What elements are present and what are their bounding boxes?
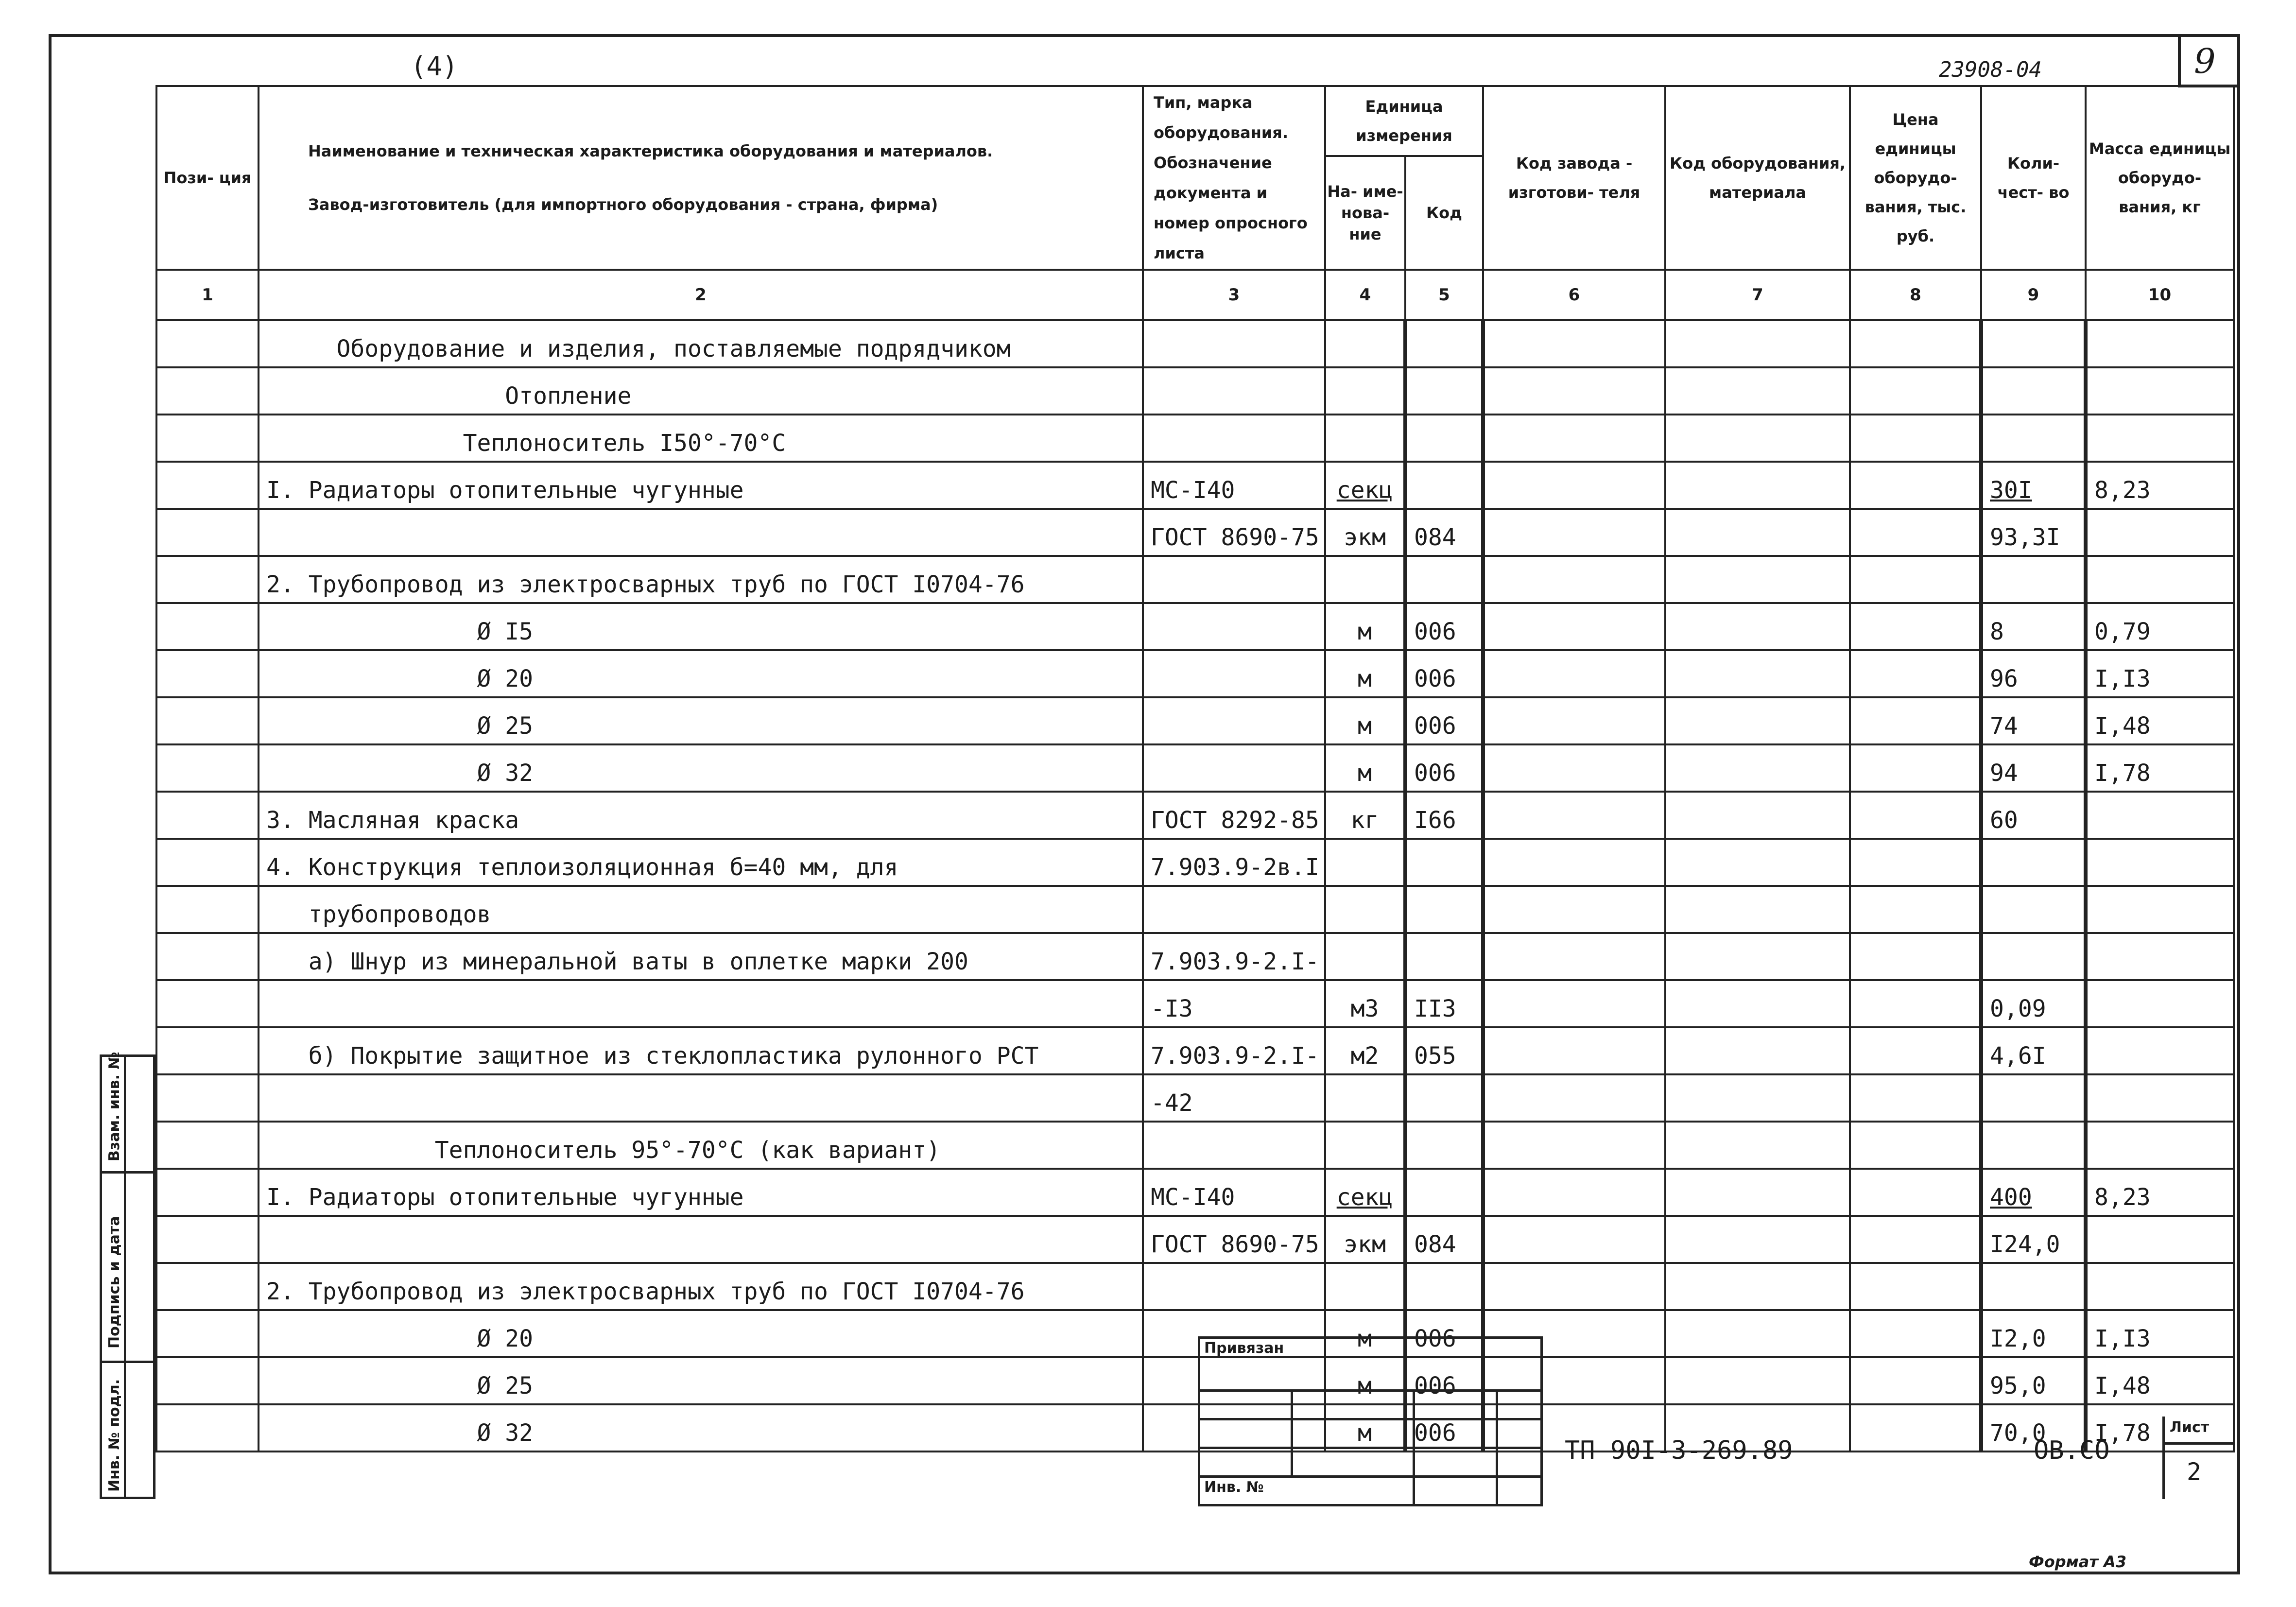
cell-equipment-code xyxy=(1665,744,1850,792)
cell-equipment-code xyxy=(1665,1169,1850,1216)
cell-price xyxy=(1850,980,1981,1027)
sheet-number: 9 xyxy=(2194,41,2216,81)
table-row xyxy=(156,556,2234,603)
cell-mass xyxy=(2086,1216,2234,1263)
cell-unit-code: 006 xyxy=(1405,650,1483,697)
cell-factory-code xyxy=(1483,1122,1665,1169)
cell-mark: ГОСТ 8690-75 xyxy=(1143,509,1325,556)
table-row xyxy=(156,886,2234,933)
header-mark: Тип, марка оборудования. Обозначение документа и номер опросного листа xyxy=(1143,86,1325,270)
cell-price xyxy=(1850,367,1981,415)
cell-unit-code xyxy=(1405,1169,1483,1216)
cell-mass xyxy=(2086,556,2234,603)
cell-quantity: 96 xyxy=(1981,650,2086,697)
cell-description: Ø 25 xyxy=(259,697,1143,744)
cell-description xyxy=(259,509,1143,556)
cell-quantity: I2,0 xyxy=(1981,1310,2086,1357)
cell-mark xyxy=(1143,744,1325,792)
header-description-line1: Наименование и техническая характеристика оборудования и материалов. xyxy=(308,142,993,160)
table-row xyxy=(156,603,2234,650)
binding-stamp xyxy=(1198,1336,1543,1506)
cell-mark: -I3 xyxy=(1143,980,1325,1027)
cell-unit-name: кг xyxy=(1325,792,1405,839)
table-row xyxy=(156,1169,2234,1216)
cell-quantity: I24,0 xyxy=(1981,1216,2086,1263)
cell-price xyxy=(1850,556,1981,603)
cell-mass xyxy=(2086,886,2234,933)
cell-position xyxy=(156,980,259,1027)
table-row xyxy=(156,839,2234,886)
cell-unit-code xyxy=(1405,320,1483,367)
cell-description: Ø 25 xyxy=(259,1357,1143,1404)
cell-price xyxy=(1850,792,1981,839)
cell-unit-code xyxy=(1405,933,1483,980)
cell-factory-code xyxy=(1483,367,1665,415)
cell-description: а) Шнур из минеральной ваты в оплетке марки 200 xyxy=(259,933,1143,980)
cell-unit-code xyxy=(1405,556,1483,603)
cell-mark xyxy=(1143,886,1325,933)
cell-description: Ø 20 xyxy=(259,1310,1143,1357)
cell-unit-code: 006 xyxy=(1405,697,1483,744)
table-row xyxy=(156,1310,2234,1357)
cell-description: 2. Трубопровод из электросварных труб по ГОСТ I0704-76 xyxy=(259,1263,1143,1310)
cell-unit-name: м xyxy=(1325,744,1405,792)
cell-equipment-code xyxy=(1665,367,1850,415)
header-price: Цена единицы оборудо- вания, тыс. руб. xyxy=(1850,86,1981,270)
table-row xyxy=(156,509,2234,556)
cell-mass xyxy=(2086,1263,2234,1310)
cell-equipment-code xyxy=(1665,1216,1850,1263)
column-number: 3 xyxy=(1143,270,1325,320)
cell-unit-code xyxy=(1405,1074,1483,1122)
cell-description xyxy=(259,1216,1143,1263)
cell-price xyxy=(1850,462,1981,509)
cell-unit-name: м2 xyxy=(1325,1027,1405,1074)
cell-unit-code xyxy=(1405,462,1483,509)
cell-price xyxy=(1850,886,1981,933)
cell-equipment-code xyxy=(1665,886,1850,933)
cell-mark: -42 xyxy=(1143,1074,1325,1122)
cell-factory-code xyxy=(1483,320,1665,367)
cell-mass: 8,23 xyxy=(2086,462,2234,509)
cell-factory-code xyxy=(1483,744,1665,792)
header-unit-group: Единица измерения xyxy=(1325,86,1483,156)
cell-price xyxy=(1850,1310,1981,1357)
cell-position xyxy=(156,462,259,509)
cell-equipment-code xyxy=(1665,697,1850,744)
cell-equipment-code xyxy=(1665,650,1850,697)
cell-mass: I,48 xyxy=(2086,697,2234,744)
cell-description xyxy=(259,1074,1143,1122)
cell-unit-name xyxy=(1325,367,1405,415)
cell-position xyxy=(156,320,259,367)
header-factory-code: Код завода - изготови- теля xyxy=(1483,86,1665,270)
cell-mass xyxy=(2086,367,2234,415)
cell-price xyxy=(1850,933,1981,980)
cell-quantity: 95,0 xyxy=(1981,1357,2086,1404)
cell-position xyxy=(156,697,259,744)
cell-factory-code xyxy=(1483,462,1665,509)
cell-unit-name xyxy=(1325,556,1405,603)
cell-quantity: 93,3I xyxy=(1981,509,2086,556)
cell-unit-name xyxy=(1325,933,1405,980)
header-unit-code: Код xyxy=(1405,156,1483,270)
cell-equipment-code xyxy=(1665,1357,1850,1404)
cell-quantity xyxy=(1981,367,2086,415)
cell-price xyxy=(1850,1027,1981,1074)
cell-mass xyxy=(2086,1027,2234,1074)
table-row xyxy=(156,462,2234,509)
cell-quantity: 70,0 xyxy=(1981,1404,2086,1451)
cell-quantity xyxy=(1981,1074,2086,1122)
column-number: 4 xyxy=(1325,270,1405,320)
cell-description: Ø 32 xyxy=(259,744,1143,792)
cell-price xyxy=(1850,1263,1981,1310)
cell-position xyxy=(156,367,259,415)
cell-equipment-code xyxy=(1665,603,1850,650)
cell-description: Ø 32 xyxy=(259,1404,1143,1451)
cell-factory-code xyxy=(1483,980,1665,1027)
cell-description: I. Радиаторы отопительные чугунные xyxy=(259,462,1143,509)
cell-unit-name xyxy=(1325,320,1405,367)
cell-mass: I,48 xyxy=(2086,1357,2234,1404)
cell-unit-code: 006 xyxy=(1405,1404,1483,1451)
cell-unit-name: экм xyxy=(1325,1216,1405,1263)
table-row xyxy=(156,1216,2234,1263)
cell-quantity: 60 xyxy=(1981,792,2086,839)
cell-factory-code xyxy=(1483,509,1665,556)
cell-mark: 7.903.9-2.I- xyxy=(1143,1027,1325,1074)
cell-mark: МС-I40 xyxy=(1143,1169,1325,1216)
cell-quantity xyxy=(1981,886,2086,933)
cell-quantity xyxy=(1981,933,2086,980)
header-description-line2: Завод-изготовитель (для импортного оборудования - страна, фирма) xyxy=(308,195,938,214)
cell-unit-name: м3 xyxy=(1325,980,1405,1027)
table-row xyxy=(156,320,2234,367)
cell-factory-code xyxy=(1483,650,1665,697)
cell-description: Теплоноситель I50°-70°С xyxy=(259,415,1143,462)
cell-unit-code: 084 xyxy=(1405,509,1483,556)
column-number: 2 xyxy=(259,270,1143,320)
cell-factory-code xyxy=(1483,603,1665,650)
table-row xyxy=(156,415,2234,462)
table-row xyxy=(156,1263,2234,1310)
cell-unit-code: 006 xyxy=(1405,1357,1483,1404)
title-mark: ОВ.СО xyxy=(2034,1436,2110,1465)
cell-description: 4. Конструкция теплоизоляционная б=40 мм, для xyxy=(259,839,1143,886)
cell-equipment-code xyxy=(1665,839,1850,886)
cell-mark xyxy=(1143,556,1325,603)
cell-position xyxy=(156,1074,259,1122)
cell-equipment-code xyxy=(1665,1027,1850,1074)
cell-unit-code xyxy=(1405,1263,1483,1310)
cell-price xyxy=(1850,744,1981,792)
header-equipment-code: Код оборудования, материала xyxy=(1665,86,1850,270)
cell-factory-code xyxy=(1483,415,1665,462)
cell-quantity: 400 xyxy=(1981,1169,2086,1216)
cell-mass: I,I3 xyxy=(2086,1310,2234,1357)
cell-factory-code xyxy=(1483,1074,1665,1122)
cell-mark: 7.903.9-2.I- xyxy=(1143,933,1325,980)
cell-price xyxy=(1850,415,1981,462)
specification-body xyxy=(156,320,2234,1451)
cell-position xyxy=(156,415,259,462)
cell-unit-code: I66 xyxy=(1405,792,1483,839)
cell-unit-code: 006 xyxy=(1405,1310,1483,1357)
cell-price xyxy=(1850,1169,1981,1216)
cell-unit-code: 006 xyxy=(1405,603,1483,650)
cell-unit-name: м xyxy=(1325,697,1405,744)
cell-position xyxy=(156,792,259,839)
cell-mass: 8,23 xyxy=(2086,1169,2234,1216)
cell-mass xyxy=(2086,839,2234,886)
cell-unit-name: экм xyxy=(1325,509,1405,556)
cell-unit-name: м xyxy=(1325,1310,1405,1357)
column-number: 7 xyxy=(1665,270,1850,320)
cell-position xyxy=(156,509,259,556)
cell-price xyxy=(1850,603,1981,650)
cell-mass: I,78 xyxy=(2086,744,2234,792)
cell-factory-code xyxy=(1483,886,1665,933)
cell-price xyxy=(1850,697,1981,744)
cell-quantity xyxy=(1981,415,2086,462)
cell-mark: 7.903.9-2в.I xyxy=(1143,839,1325,886)
cell-position xyxy=(156,839,259,886)
cell-position xyxy=(156,886,259,933)
cell-position xyxy=(156,650,259,697)
cell-mark xyxy=(1143,697,1325,744)
cell-position xyxy=(156,1216,259,1263)
cell-position xyxy=(156,1122,259,1169)
table-row xyxy=(156,1357,2234,1404)
cell-equipment-code xyxy=(1665,933,1850,980)
cell-quantity: 4,6I xyxy=(1981,1027,2086,1074)
table-row xyxy=(156,697,2234,744)
cell-mass xyxy=(2086,933,2234,980)
header-quantity: Коли- чест- во xyxy=(1981,86,2086,270)
cell-mass xyxy=(2086,509,2234,556)
cell-mass xyxy=(2086,980,2234,1027)
cell-mass: I,I3 xyxy=(2086,650,2234,697)
cell-quantity: 74 xyxy=(1981,697,2086,744)
cell-unit-name xyxy=(1325,415,1405,462)
cell-price xyxy=(1850,509,1981,556)
cell-quantity xyxy=(1981,1122,2086,1169)
cell-factory-code xyxy=(1483,697,1665,744)
column-number: 1 xyxy=(156,270,259,320)
table-row xyxy=(156,744,2234,792)
cell-mass xyxy=(2086,792,2234,839)
cell-quantity: 8 xyxy=(1981,603,2086,650)
cell-unit-name xyxy=(1325,839,1405,886)
cell-price xyxy=(1850,1404,1981,1451)
cell-equipment-code xyxy=(1665,415,1850,462)
column-number: 5 xyxy=(1405,270,1483,320)
cell-factory-code xyxy=(1483,556,1665,603)
cell-quantity xyxy=(1981,839,2086,886)
cell-unit-code: 084 xyxy=(1405,1216,1483,1263)
cell-unit-code xyxy=(1405,415,1483,462)
header-row xyxy=(156,86,2234,156)
column-number-row xyxy=(156,270,2234,320)
cell-description: Отопление xyxy=(259,367,1143,415)
cell-equipment-code xyxy=(1665,1122,1850,1169)
cell-unit-code xyxy=(1405,1122,1483,1169)
cell-price xyxy=(1850,1122,1981,1169)
cell-unit-name xyxy=(1325,1122,1405,1169)
table-row xyxy=(156,792,2234,839)
cell-unit-name: секц xyxy=(1325,462,1405,509)
cell-position xyxy=(156,1169,259,1216)
header-mass: Масса единицы оборудо- вания, кг xyxy=(2086,86,2234,270)
title-code: ТП 90I-3-269.89 xyxy=(1565,1436,1793,1465)
cell-equipment-code xyxy=(1665,980,1850,1027)
table-row xyxy=(156,367,2234,415)
cell-mark xyxy=(1143,415,1325,462)
cell-mass xyxy=(2086,1122,2234,1169)
specification-table xyxy=(155,85,2235,1452)
cell-equipment-code xyxy=(1665,1263,1850,1310)
cell-unit-code xyxy=(1405,367,1483,415)
cell-equipment-code xyxy=(1665,1310,1850,1357)
cell-unit-name: м xyxy=(1325,1404,1405,1451)
table-row xyxy=(156,933,2234,980)
cell-position xyxy=(156,1404,259,1451)
column-number: 8 xyxy=(1850,270,1981,320)
top-ref: (4) xyxy=(411,51,458,82)
cell-unit-code: II3 xyxy=(1405,980,1483,1027)
cell-mark xyxy=(1143,603,1325,650)
cell-unit-code: 055 xyxy=(1405,1027,1483,1074)
cell-factory-code xyxy=(1483,1263,1665,1310)
cell-mark xyxy=(1143,367,1325,415)
cell-unit-name: м xyxy=(1325,650,1405,697)
cell-description xyxy=(259,980,1143,1027)
cell-quantity xyxy=(1981,556,2086,603)
sheet-list-number: 2 xyxy=(2187,1458,2202,1486)
cell-equipment-code xyxy=(1665,462,1850,509)
cell-quantity: 30I xyxy=(1981,462,2086,509)
cell-mark: ГОСТ 8292-85 xyxy=(1143,792,1325,839)
cell-description: трубопроводов xyxy=(259,886,1143,933)
cell-price xyxy=(1850,1216,1981,1263)
cell-unit-name: м xyxy=(1325,603,1405,650)
table-row xyxy=(156,980,2234,1027)
cell-price xyxy=(1850,839,1981,886)
cell-position xyxy=(156,1310,259,1357)
doc-number: 23908-04 xyxy=(1939,57,2042,82)
cell-quantity: 94 xyxy=(1981,744,2086,792)
table-row xyxy=(156,1122,2234,1169)
header-unit-name: На- име- нова- ние xyxy=(1325,156,1405,270)
column-number: 6 xyxy=(1483,270,1665,320)
cell-price xyxy=(1850,650,1981,697)
cell-description: I. Радиаторы отопительные чугунные xyxy=(259,1169,1143,1216)
cell-position xyxy=(156,1263,259,1310)
side-label-sign-date: Подпись и дата xyxy=(106,1216,123,1348)
cell-mass: 0,79 xyxy=(2086,603,2234,650)
cell-equipment-code xyxy=(1665,509,1850,556)
header-position: Пози- ция xyxy=(156,86,259,270)
sheet-list-label: Лист xyxy=(2170,1419,2210,1436)
cell-position xyxy=(156,1357,259,1404)
column-number: 10 xyxy=(2086,270,2234,320)
cell-description: Теплоноситель 95°-70°С (как вариант) xyxy=(259,1122,1143,1169)
cell-mark xyxy=(1143,650,1325,697)
cell-position xyxy=(156,1027,259,1074)
cell-position xyxy=(156,933,259,980)
inventory-label: Инв. № xyxy=(1199,1477,1414,1505)
cell-equipment-code xyxy=(1665,320,1850,367)
cell-unit-name: секц xyxy=(1325,1169,1405,1216)
side-label-replace: Взам. инв. № xyxy=(106,1052,123,1161)
cell-factory-code xyxy=(1483,1169,1665,1216)
cell-price xyxy=(1850,1357,1981,1404)
cell-quantity: 0,09 xyxy=(1981,980,2086,1027)
header-description xyxy=(259,86,1143,270)
cell-description: 3. Масляная краска xyxy=(259,792,1143,839)
cell-unit-name xyxy=(1325,1074,1405,1122)
cell-description: 2. Трубопровод из электросварных труб по ГОСТ I0704-76 xyxy=(259,556,1143,603)
cell-unit-name xyxy=(1325,1263,1405,1310)
cell-unit-code xyxy=(1405,886,1483,933)
side-label-inv-orig: Инв. № подл. xyxy=(106,1379,123,1492)
cell-factory-code xyxy=(1483,1216,1665,1263)
cell-position xyxy=(156,556,259,603)
cell-equipment-code xyxy=(1665,556,1850,603)
cell-unit-name xyxy=(1325,886,1405,933)
cell-mark: МС-I40 xyxy=(1143,462,1325,509)
cell-description: Ø I5 xyxy=(259,603,1143,650)
cell-factory-code xyxy=(1483,1027,1665,1074)
cell-factory-code xyxy=(1483,792,1665,839)
table-row xyxy=(156,1027,2234,1074)
cell-description: Оборудование и изделия, поставляемые подрядчиком xyxy=(259,320,1143,367)
cell-description: Ø 20 xyxy=(259,650,1143,697)
format-label: Формат А3 xyxy=(2029,1553,2127,1571)
bound-label: Привязан xyxy=(1199,1338,1542,1391)
column-number: 9 xyxy=(1981,270,2086,320)
cell-price xyxy=(1850,320,1981,367)
table-row xyxy=(156,650,2234,697)
table-row xyxy=(156,1074,2234,1122)
cell-position xyxy=(156,744,259,792)
cell-mass xyxy=(2086,1074,2234,1122)
cell-quantity xyxy=(1981,1263,2086,1310)
cell-price xyxy=(1850,1074,1981,1122)
cell-mass: I,78 xyxy=(2086,1404,2234,1451)
cell-mark: ГОСТ 8690-75 xyxy=(1143,1216,1325,1263)
cell-mark xyxy=(1143,320,1325,367)
cell-mark xyxy=(1143,1263,1325,1310)
cell-mass xyxy=(2086,415,2234,462)
cell-unit-name: м xyxy=(1325,1357,1405,1404)
cell-position xyxy=(156,603,259,650)
cell-description: б) Покрытие защитное из стеклопластика рулонного РСТ xyxy=(259,1027,1143,1074)
cell-factory-code xyxy=(1483,839,1665,886)
cell-mass xyxy=(2086,320,2234,367)
cell-unit-code xyxy=(1405,839,1483,886)
cell-equipment-code xyxy=(1665,1074,1850,1122)
cell-quantity xyxy=(1981,320,2086,367)
cell-mark xyxy=(1143,1122,1325,1169)
cell-factory-code xyxy=(1483,933,1665,980)
table-row xyxy=(156,1404,2234,1451)
cell-equipment-code xyxy=(1665,792,1850,839)
cell-unit-code: 006 xyxy=(1405,744,1483,792)
